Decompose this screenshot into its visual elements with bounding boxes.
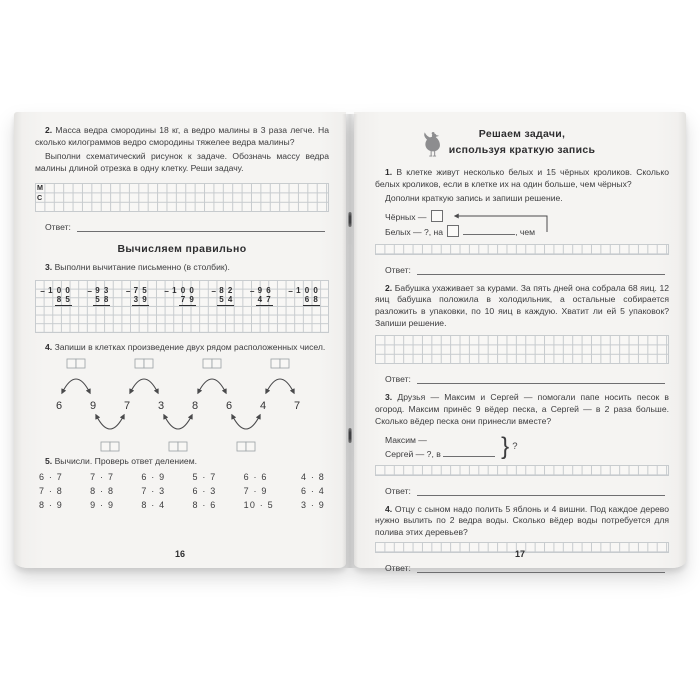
multiplication-expression: 10 · 5 — [243, 500, 274, 511]
task4-paragraph — [35, 342, 329, 354]
svg-text:6: 6 — [225, 400, 233, 413]
section-heading: Вычисляем правильно — [117, 243, 247, 256]
task1-instruction: Дополни краткую запись и запиши решение. — [385, 192, 563, 203]
multiplication-expression: 6 · 6 — [243, 472, 268, 483]
subtraction-problem: − 8 2 5 4 — [210, 287, 234, 332]
brace-question: ? — [512, 441, 518, 453]
book-gutter — [342, 114, 358, 568]
multiplication-expression: 8 · 6 — [192, 500, 217, 511]
task4-number: 4. — [45, 342, 53, 353]
svg-text:3: 3 — [157, 400, 165, 413]
solution-grid-1 — [375, 244, 669, 255]
minus-sign: − — [164, 287, 169, 297]
subtraction-problems — [35, 280, 328, 332]
page-number-right: 17 — [514, 549, 525, 559]
blank-line — [463, 225, 515, 235]
task5-text: Вычисли. Проверь ответ делением. — [54, 456, 198, 467]
multiplication-expression: 7 · 8 — [39, 486, 64, 497]
task4-text-right: Отцу с сыном надо полить 5 яблонь и 4 вишни. Под каждое дерево нужно вылить по 2 ведра воды. Сколько вёдер воды потребуется для полива этих деревьев? — [375, 503, 669, 538]
answer-blank-line — [417, 373, 665, 384]
task2-number-right: 2. — [385, 282, 393, 293]
multiplication-expression: 6 · 3 — [192, 486, 217, 497]
task3-text-right: Друзья — Максим и Сергей — помогали папе носить песок в огород. Максим принёс 9 вёдер песка, а Сергей — в 2 раза больше. Сколько вёдер песка они принесли вместе? — [375, 392, 670, 426]
task4-number-right: 4. — [385, 503, 393, 514]
multiplication-expression: 8 · 4 — [141, 500, 166, 511]
minus-sign: − — [249, 287, 255, 297]
task3-text: Выполни вычитание письменно (в столбик). — [54, 262, 230, 273]
svg-text:9: 9 — [89, 400, 97, 413]
multiplication-expression: 7 · 9 — [243, 486, 268, 497]
multiplication-expression: 7 · 3 — [141, 486, 166, 497]
grid-label-m: М — [37, 183, 43, 193]
subtraction-problem: − 9 3 5 8 — [86, 287, 110, 332]
task2-paragraph-right — [375, 283, 669, 330]
task5-number: 5. — [45, 456, 53, 467]
task2-text: Масса ведра смородины 18 кг, а ведро малины в 3 раза легче. На сколько килограммов ведро смородины тяжелее ведра малины? — [35, 125, 329, 147]
subtraction-grid — [35, 280, 329, 333]
graph-paper-grid — [35, 183, 329, 212]
task3-number: 3. — [45, 262, 53, 273]
minus-sign: − — [125, 287, 131, 297]
grid-label-c: С — [37, 192, 43, 202]
multiplication-expression: 9 · 9 — [90, 500, 115, 511]
answer-row: Ответ: — [375, 263, 669, 275]
brace-glyph: } — [501, 433, 510, 461]
svg-text:7: 7 — [293, 400, 301, 413]
svg-text:4: 4 — [259, 400, 267, 413]
task1-text: В клетке живут несколько белых и 15 чёрных кроликов. Сколько белых кроликов, если в клетке их на один больше, чем чёрных? — [375, 167, 669, 189]
task2-number: 2. — [45, 125, 53, 135]
task2-text-right: Бабушка ухаживает за курами. За пять дней она собрала 68 яиц. 12 яиц бабушка положила в холодильник, а остальные собирается разложить в упаковки, по 10 яиц в каждую. Хватит ли ей 5 упаковок? Запиши решение. — [375, 282, 669, 329]
task1-number: 1. — [385, 167, 393, 177]
subtraction-problem: − 1 0 0 7 9 — [163, 287, 196, 332]
chapter-header — [375, 127, 669, 163]
answer-row: Ответ: — [375, 372, 669, 384]
subtraction-problem: − 9 6 4 7 — [249, 287, 273, 332]
task2-answer-grid — [35, 183, 329, 212]
task3-number-right: 3. — [385, 392, 393, 403]
staple-bottom — [349, 428, 352, 443]
answer-label: Ответ: — [45, 222, 71, 233]
minus-sign: − — [211, 287, 216, 297]
record1-line2: Белых — ?, на , чем — [385, 226, 536, 237]
minus-sign: − — [87, 287, 92, 297]
task1-paragraph — [375, 167, 669, 191]
subtraction-problem: − 7 5 3 9 — [125, 287, 149, 332]
chapter-title: Решаем задачи, используя краткую запись — [448, 128, 596, 156]
subtraction-problem: − 1 0 0 8 5 — [39, 287, 72, 332]
record-box — [447, 225, 459, 237]
task2-instruction: Выполни схематический рисунок к задаче. Обозначь массу ведра малины длиной отрезка в одну клетку. Реши задачу. — [35, 150, 329, 173]
hen-icon — [419, 130, 443, 160]
blank-line — [443, 447, 495, 457]
svg-text:7: 7 — [123, 400, 131, 413]
solution-grid-2 — [375, 335, 669, 364]
svg-text:8: 8 — [191, 400, 199, 413]
multiplication-expression: 5 · 7 — [192, 472, 217, 483]
task5-paragraph — [35, 456, 329, 468]
multiplication-expression: 6 · 4 — [300, 486, 325, 497]
answer-row: Ответ: — [375, 484, 669, 496]
multiplication-expression: 6 · 9 — [141, 472, 166, 483]
multiplication-expression: 3 · 9 — [300, 500, 325, 511]
answer-blank-line — [77, 221, 325, 232]
short-record-3 — [385, 433, 669, 461]
task4-paragraph-right — [375, 504, 669, 540]
left-page — [14, 112, 346, 568]
svg-text:6: 6 — [55, 400, 63, 413]
subtraction-problem: − 1 0 0 6 8 — [287, 287, 320, 332]
multiplication-expression: 8 · 9 — [39, 500, 64, 511]
answer-blank-line — [417, 485, 665, 496]
task3-paragraph-right — [375, 392, 669, 428]
multiplication-expression: 6 · 7 — [39, 472, 64, 483]
page-number-left: 16 — [174, 549, 185, 559]
number-chain-diagram — [43, 357, 315, 453]
record3-line2: Сергей — ?, в — [385, 447, 495, 461]
task4-text: Запиши в клетках произведение двух рядом расположенных чисел. — [54, 342, 326, 353]
task2-paragraph — [35, 125, 329, 149]
minus-sign: − — [40, 287, 45, 297]
multiplication-expression: 8 · 8 — [90, 486, 115, 497]
answer-row: Ответ: — [375, 561, 669, 573]
solution-grid-3 — [375, 465, 669, 476]
staple-top — [349, 212, 352, 227]
record1-line1: Чёрных — — [385, 210, 669, 225]
multiplication-table — [39, 472, 325, 510]
right-page — [354, 112, 686, 574]
short-record-1 — [385, 210, 669, 240]
answer-row — [35, 220, 329, 232]
task3-paragraph — [35, 262, 329, 274]
minus-sign: − — [288, 287, 293, 297]
open-workbook — [12, 112, 688, 576]
answer-blank-line — [417, 562, 665, 573]
multiplication-expression: 4 · 8 — [300, 472, 325, 483]
record-box — [431, 210, 443, 222]
multiplication-expression: 7 · 7 — [90, 472, 115, 483]
answer-blank-line — [417, 264, 665, 275]
record3-lines: Максим — Сергей — ?, в — [385, 433, 495, 461]
